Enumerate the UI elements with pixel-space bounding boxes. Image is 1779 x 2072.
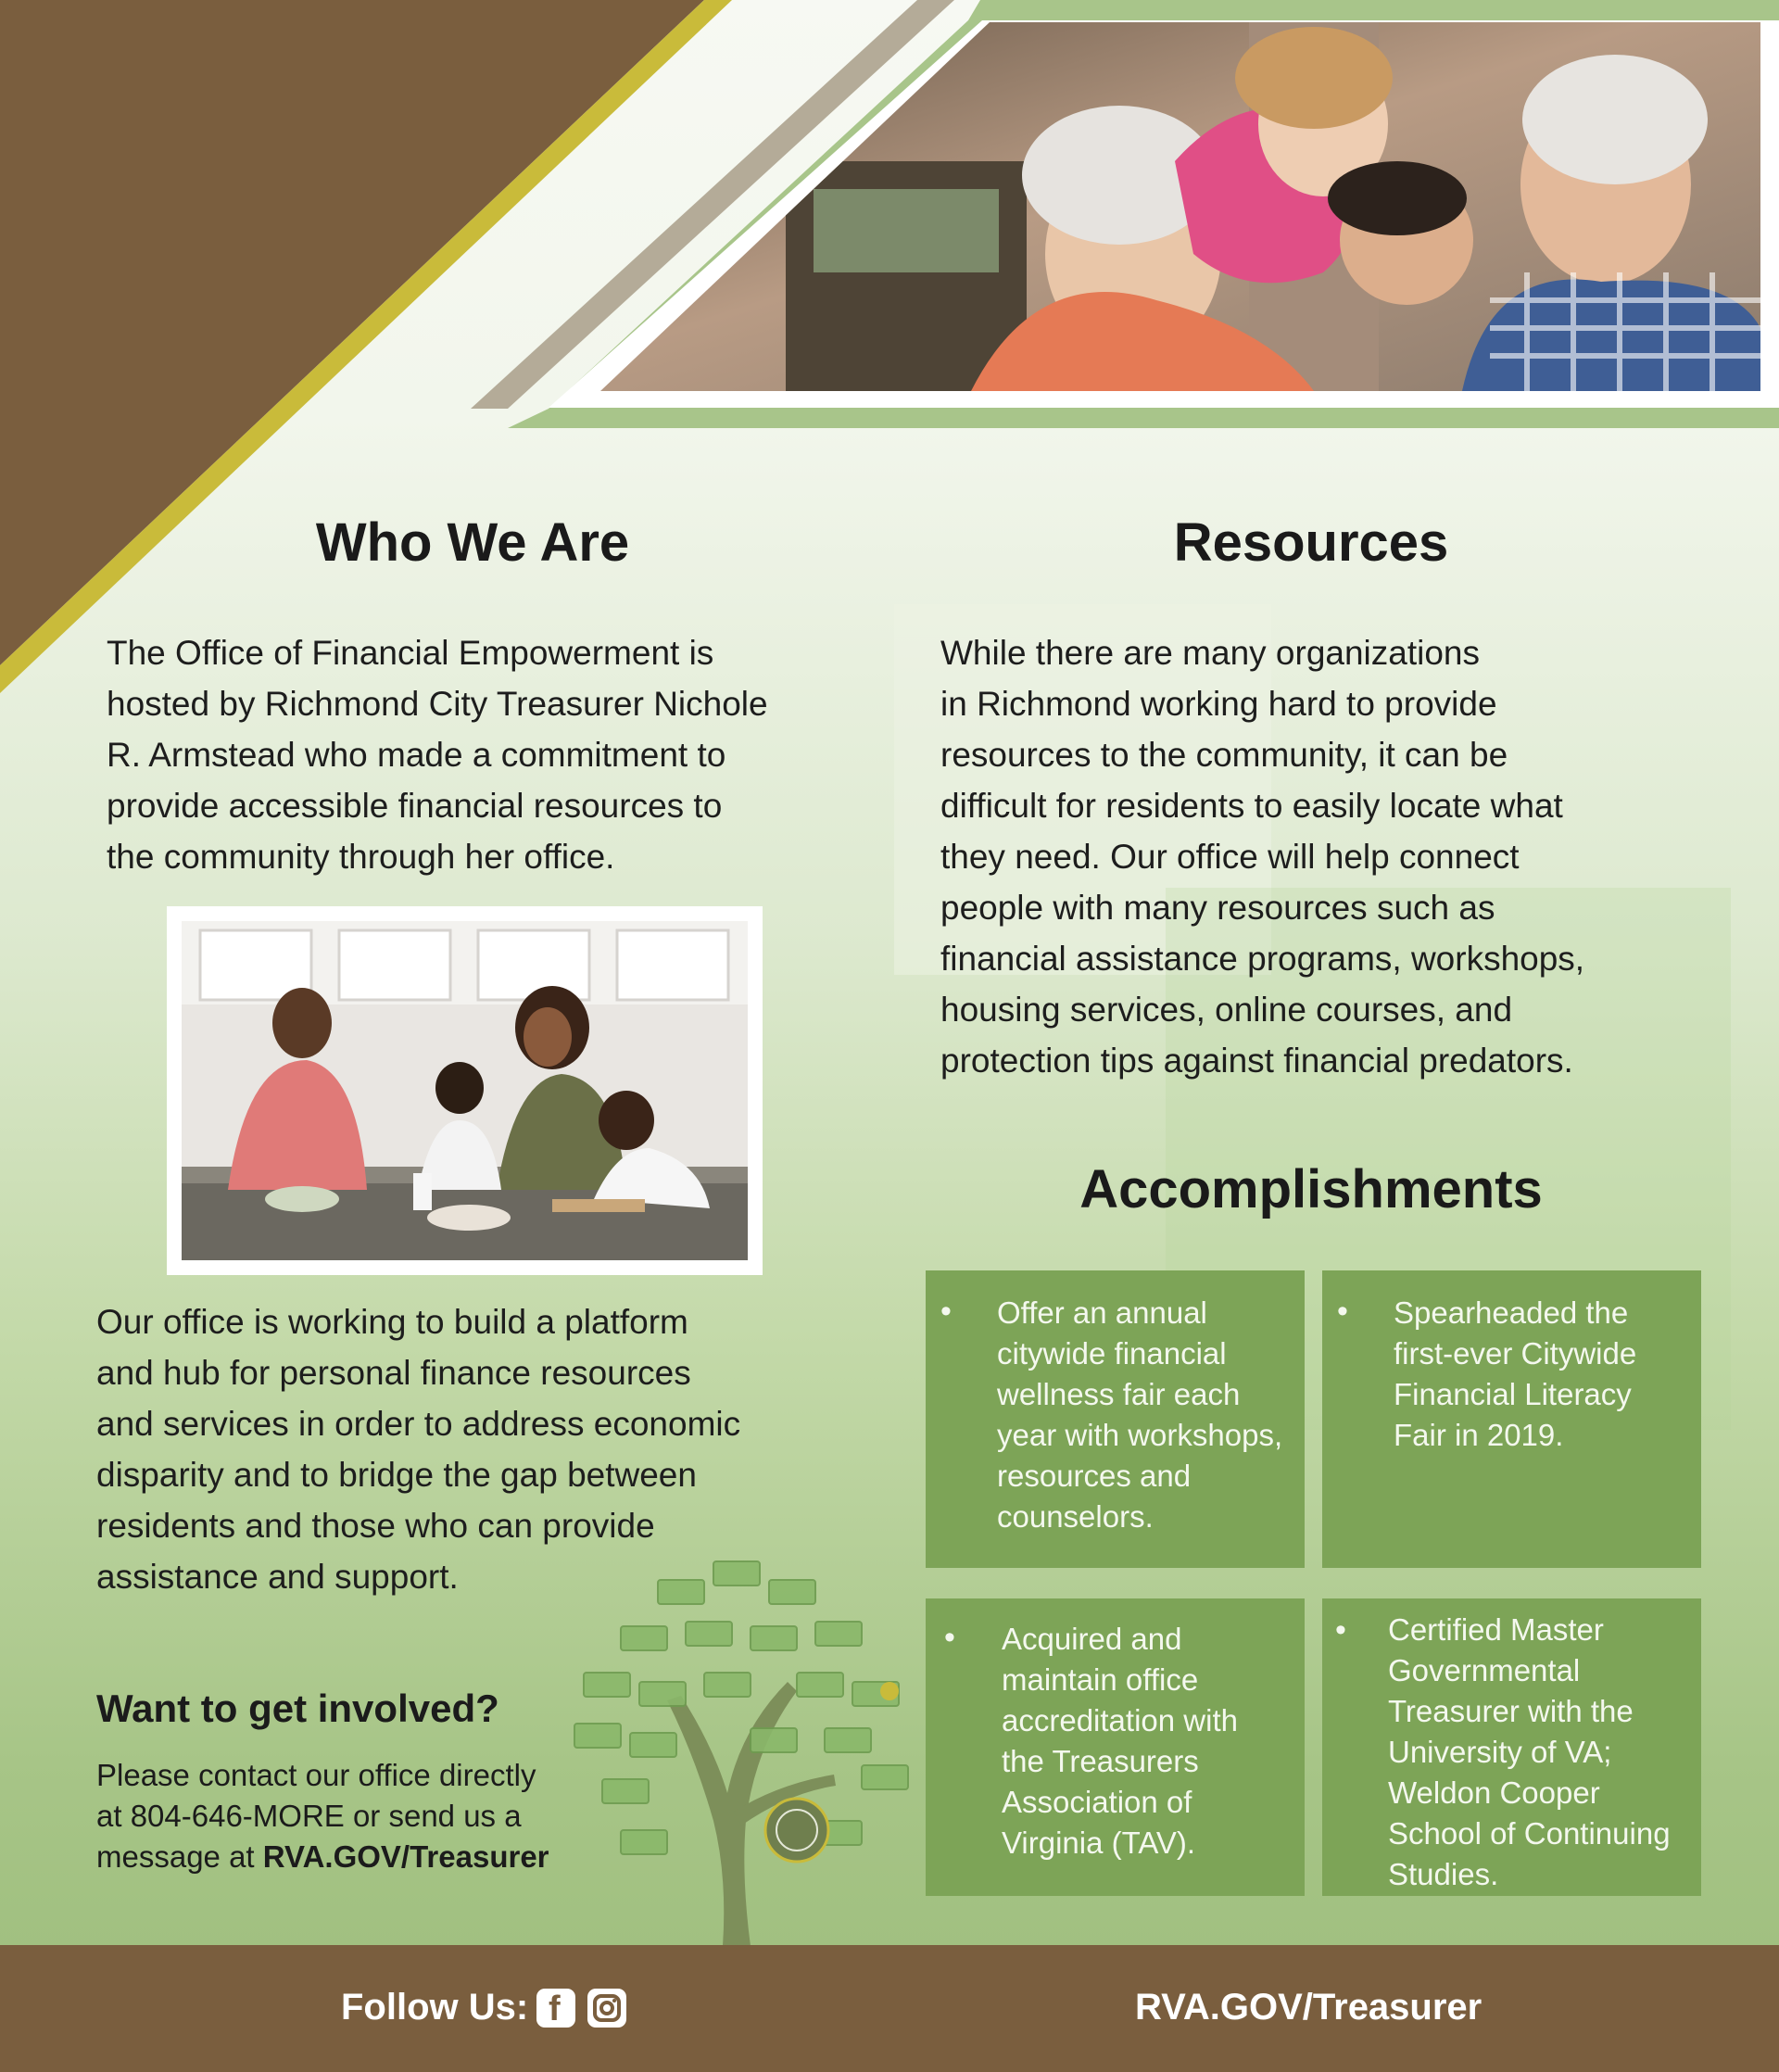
text-line: Treasurer with the	[1388, 1694, 1634, 1728]
text-line: and services in order to address economic	[96, 1405, 741, 1443]
bullet: •	[1335, 1612, 1346, 1648]
text-line: Weldon Cooper	[1388, 1775, 1600, 1810]
text-line: Fair in 2019.	[1394, 1418, 1564, 1452]
text-line: Offer an annual	[997, 1295, 1207, 1330]
accomplishment-card	[926, 1270, 1305, 1568]
text-line: R. Armstead who made a commitment to	[107, 736, 726, 774]
text-line: at 804-646-MORE or send us a	[96, 1799, 522, 1833]
text-line: financial assistance programs, workshops,	[940, 940, 1585, 978]
text-line: wellness fair each	[997, 1377, 1241, 1411]
text-line: Spearheaded the	[1394, 1295, 1629, 1330]
footer-website-link[interactable]: RVA.GOV/Treasurer	[1135, 1987, 1482, 2028]
text-line: provide accessible financial resources to	[107, 787, 723, 825]
bullet: •	[1337, 1294, 1348, 1329]
who-we-are-heading: Who We Are	[315, 512, 630, 573]
text-line: While there are many organizations	[940, 634, 1481, 672]
text-line: Governmental	[1388, 1653, 1581, 1687]
accomplishment-card	[1322, 1598, 1701, 1896]
text-line: they need. Our office will help connect	[940, 838, 1520, 876]
text-line: the community through her office.	[107, 838, 615, 876]
follow-us-label: Follow Us:	[341, 1987, 529, 2028]
text-line: assistance and support.	[96, 1558, 459, 1596]
text-line: School of Continuing	[1388, 1816, 1671, 1851]
text-line: resources and	[997, 1459, 1192, 1493]
text-line: resources to the community, it can be	[940, 736, 1508, 774]
accomplishments-heading: Accomplishments	[1079, 1159, 1543, 1219]
family-kitchen-image	[182, 921, 748, 1260]
text-line: housing services, online courses, and	[940, 991, 1513, 1029]
text-line: protection tips against financial predators.	[940, 1042, 1573, 1080]
text-line: The Office of Financial Empowerment is	[107, 634, 714, 672]
text-line: hosted by Richmond City Treasurer Nichole	[107, 685, 768, 723]
text-line: residents and those who can provide	[96, 1507, 655, 1545]
accomplishment-text	[997, 1293, 1282, 1537]
text-line: Acquired and	[1002, 1622, 1182, 1656]
get-involved-heading: Want to get involved?	[96, 1687, 499, 1730]
text-line: Financial Literacy	[1394, 1377, 1632, 1411]
text-line: counselors.	[997, 1499, 1154, 1534]
text-line: Virginia (TAV).	[1002, 1826, 1196, 1860]
text-line	[96, 1837, 615, 1877]
get-involved-text	[96, 1755, 615, 1877]
instagram-icon[interactable]	[587, 1989, 626, 2028]
text-line: and hub for personal finance resources	[96, 1354, 691, 1392]
accomplishment-text	[1388, 1610, 1671, 1895]
text-line: maintain office	[1002, 1662, 1199, 1697]
facebook-icon[interactable]	[536, 1989, 575, 2028]
text-line: Studies.	[1388, 1857, 1499, 1891]
text-line: in Richmond working hard to provide	[940, 685, 1497, 723]
resources-heading: Resources	[1173, 512, 1449, 573]
money-tree-icon	[565, 1543, 917, 1946]
text-line: disparity and to bridge the gap between	[96, 1456, 697, 1494]
bullet: •	[944, 1620, 955, 1655]
facebook-glyph: f	[549, 1990, 561, 2028]
text-line: citywide financial	[997, 1336, 1227, 1371]
bullet: •	[940, 1294, 952, 1329]
hero-family-photo	[600, 22, 1760, 391]
text-line: accreditation with	[1002, 1703, 1238, 1737]
text-prefix: message at	[96, 1839, 263, 1874]
footer-bar	[0, 1945, 1779, 2072]
text-line: Certified Master	[1388, 1612, 1604, 1647]
accomplishment-text	[1002, 1619, 1238, 1864]
who-we-are-paragraph	[107, 627, 866, 882]
text-line: University of VA;	[1388, 1735, 1612, 1769]
text-line: the Treasurers	[1002, 1744, 1199, 1778]
accomplishment-text	[1394, 1293, 1636, 1456]
text-line: difficult for residents to easily locate what	[940, 787, 1563, 825]
instagram-glyph	[587, 1989, 626, 2028]
family-kitchen-photo	[167, 906, 763, 1275]
accomplishment-card	[1322, 1270, 1701, 1568]
accomplishment-card	[926, 1598, 1305, 1896]
resources-paragraph	[940, 627, 1756, 1086]
text-line: Please contact our office directly	[96, 1758, 536, 1792]
treasurer-website-link[interactable]: RVA.GOV/Treasurer	[262, 1839, 549, 1874]
text-line: people with many resources such as	[940, 889, 1495, 927]
text-line: Association of	[1002, 1785, 1192, 1819]
text-line: year with workshops,	[997, 1418, 1283, 1452]
text-line: Our office is working to build a platform	[96, 1303, 688, 1341]
text-line: first-ever Citywide	[1394, 1336, 1637, 1371]
